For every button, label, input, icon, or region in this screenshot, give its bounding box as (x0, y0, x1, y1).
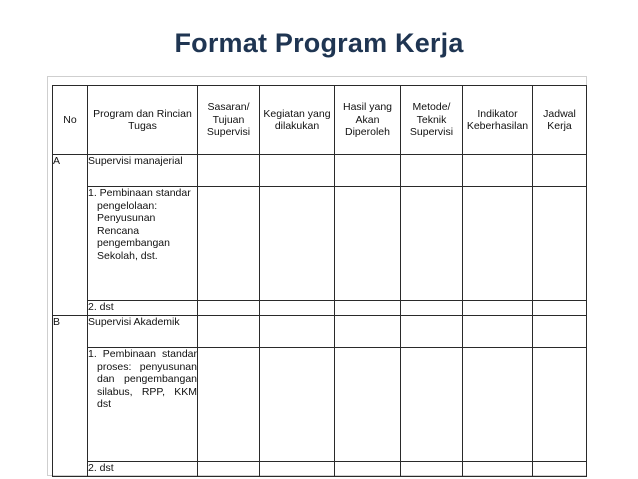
section-dst: 2. dst (88, 462, 198, 477)
section-no: B (53, 316, 88, 477)
table-row (53, 462, 587, 477)
table-cell (401, 462, 463, 477)
table-cell (260, 187, 335, 301)
section-dst: 2. dst (88, 301, 198, 316)
table-cell (335, 155, 401, 187)
table-cell (335, 462, 401, 477)
table-cell (260, 348, 335, 462)
table-cell (401, 187, 463, 301)
table-cell (335, 316, 401, 348)
table-cell (463, 301, 533, 316)
table-cell (533, 301, 587, 316)
table-cell (198, 187, 260, 301)
header-jadwal: Jadwal Kerja (533, 86, 587, 155)
table-row (53, 155, 587, 187)
table-cell (335, 187, 401, 301)
program-kerja-table (52, 85, 587, 477)
table-cell (198, 301, 260, 316)
table-cell (401, 301, 463, 316)
table-cell (533, 348, 587, 462)
table-cell (335, 301, 401, 316)
table-cell (260, 155, 335, 187)
header-program: Program dan Rincian Tugas (88, 86, 198, 155)
table-cell (198, 348, 260, 462)
header-indikator: Indikator Keberhasilan (463, 86, 533, 155)
table-cell (260, 301, 335, 316)
table-row (53, 187, 587, 301)
table-cell (533, 462, 587, 477)
section-item: 1. Pembinaan standar pengelolaan: Penyusunan Rencana pengembangan Sekolah, dst. (88, 187, 191, 262)
table-cell (463, 187, 533, 301)
table-cell (260, 462, 335, 477)
table-cell (533, 155, 587, 187)
table-cell (198, 316, 260, 348)
header-row (53, 86, 587, 155)
table-cell (335, 348, 401, 462)
section-item: 1. Pembinaan standar proses: penyusunan dan pengembangan silabus, RPP, KKM dst (88, 348, 197, 410)
header-kegiatan: Kegiatan yang dilakukan (260, 86, 335, 155)
table-cell (401, 155, 463, 187)
header-no: No (53, 86, 88, 155)
header-hasil: Hasil yang Akan Diperoleh (335, 86, 401, 155)
section-item-cell (88, 348, 198, 462)
table-cell (401, 348, 463, 462)
section-no: A (53, 155, 88, 316)
section-item-cell (88, 187, 198, 301)
table-cell (260, 316, 335, 348)
table-cell (463, 155, 533, 187)
section-title: Supervisi Akademik (88, 316, 198, 348)
table-cell (463, 316, 533, 348)
table-row (53, 316, 587, 348)
header-metode: Metode/ Teknik Supervisi (401, 86, 463, 155)
table-row (53, 301, 587, 316)
table-cell (401, 316, 463, 348)
table-cell (198, 462, 260, 477)
table-cell (198, 155, 260, 187)
section-title: Supervisi manajerial (88, 155, 198, 187)
table-cell (463, 462, 533, 477)
slide-title: Format Program Kerja (174, 28, 464, 58)
table-cell (533, 187, 587, 301)
header-sasaran: Sasaran/ Tujuan Supervisi (198, 86, 260, 155)
table-row (53, 348, 587, 462)
table-cell (463, 348, 533, 462)
table-cell (533, 316, 587, 348)
